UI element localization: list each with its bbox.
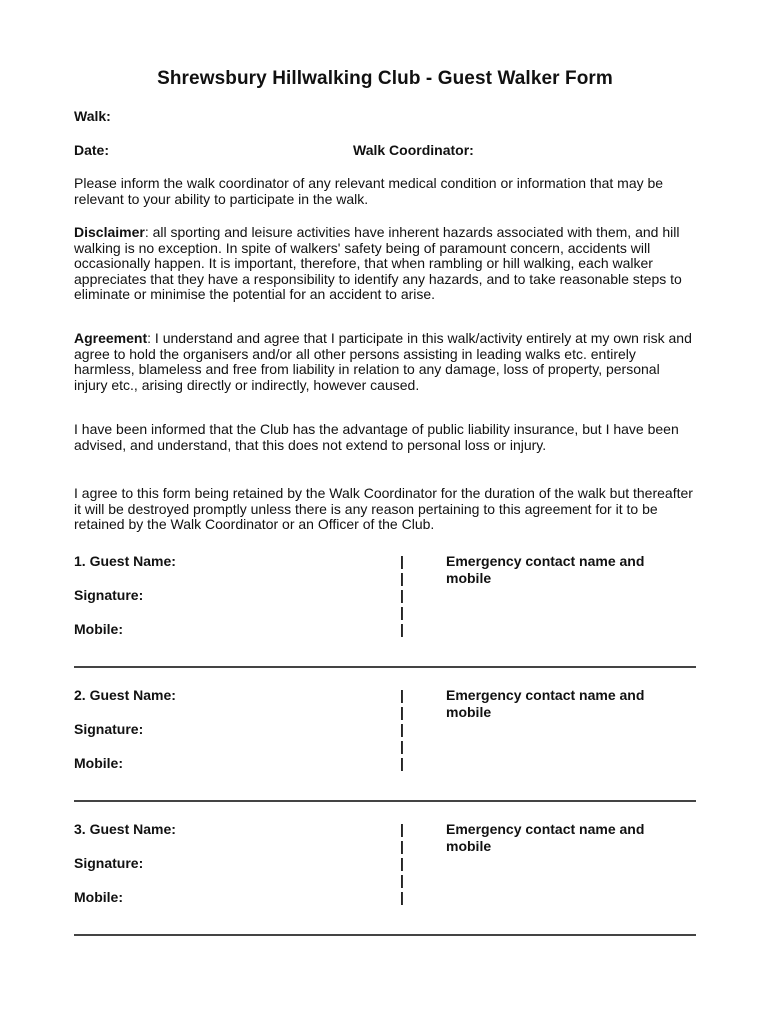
- signature-label: Signature:: [74, 721, 144, 737]
- walk-label: Walk:: [74, 108, 111, 124]
- agreement-heading: Agreement: [74, 330, 148, 346]
- column-separator: | | | | |: [400, 553, 404, 637]
- intro-paragraph: Please inform the walk coordinator of any relevant medical condition or information that may be relevant to your ability to participate in the walk.: [74, 175, 664, 207]
- column-separator: | | | | |: [400, 687, 404, 771]
- mobile-label: Mobile:: [74, 755, 123, 771]
- guest-name-label: 1. Guest Name:: [74, 553, 176, 569]
- date-label: Date:: [74, 142, 110, 158]
- divider-line: [74, 800, 696, 802]
- mobile-label: Mobile:: [74, 621, 123, 637]
- divider-line: [74, 934, 696, 936]
- agreement-paragraph: [74, 331, 696, 393]
- emergency-contact-label: Emergency contact name and mobile: [446, 553, 645, 586]
- agreement-text: : I understand and agree that I participate in this walk/activity entirely at my own risk and agree to hold the organisers and/or all other persons assisting in leading walks etc. entirely harmless, blameless and free from liability in relation to any damage, loss of property, personal injury etc., arising directly or indirectly, however caused.: [74, 330, 692, 393]
- disclaimer-paragraph: [74, 225, 696, 303]
- insurance-paragraph: I have been informed that the Club has the advantage of public liability insurance, but I have been advised, and understand, that this does not extend to personal loss or injury.: [74, 421, 679, 453]
- disclaimer-text: : all sporting and leisure activities have inherent hazards associated with them, and hill walking is no exception. In spite of walkers' safety being of paramount concern, accidents will occasionally happen. It is important, therefore, that when rambling or hill walking, each walker appreciates that they have a responsibility to identify any hazards, and to take reasonable steps to eliminate or minimise the potential for an accident to arise.: [74, 224, 682, 302]
- divider-line: [74, 666, 696, 668]
- form-title: Shrewsbury Hillwalking Club - Guest Walker Form: [157, 68, 613, 89]
- emergency-contact-label: Emergency contact name and mobile: [446, 687, 645, 720]
- guest-name-label: 2. Guest Name:: [74, 687, 176, 703]
- disclaimer-heading: Disclaimer: [74, 224, 145, 240]
- retention-paragraph: I agree to this form being retained by the Walk Coordinator for the duration of the walk but thereafter it will be destroyed promptly unless there is any reason pertaining to this agreement for it to be retained by the Walk Coordinator or an Officer of the Club.: [74, 485, 693, 532]
- signature-label: Signature:: [74, 587, 144, 603]
- walk-coordinator-label: Walk Coordinator:: [353, 142, 474, 158]
- mobile-label: Mobile:: [74, 889, 123, 905]
- emergency-contact-label: Emergency contact name and mobile: [446, 821, 645, 854]
- signature-label: Signature:: [74, 855, 144, 871]
- guest-name-label: 3. Guest Name:: [74, 821, 176, 837]
- column-separator: | | | | |: [400, 821, 404, 905]
